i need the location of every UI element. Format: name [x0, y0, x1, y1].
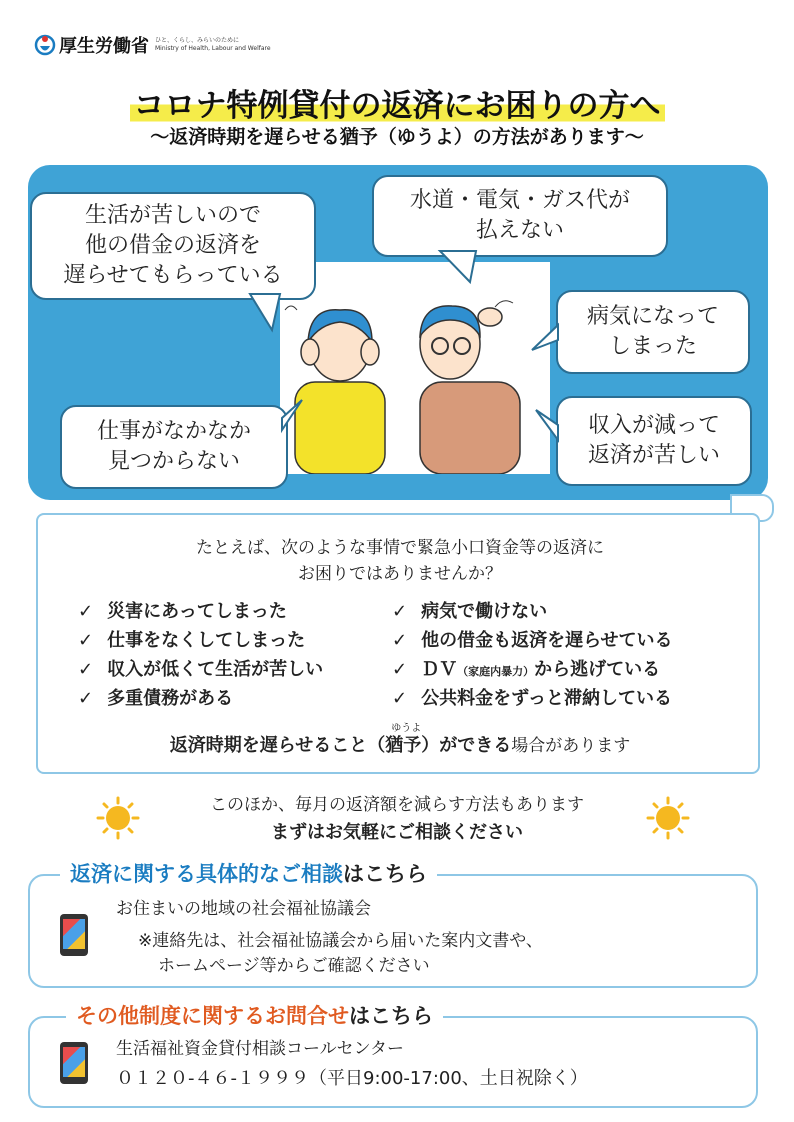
check-mark-icon: ✓	[392, 659, 408, 680]
check-item-text: 病気で働けない	[421, 601, 548, 622]
contact-heading-inquiries-tail: はこちら	[349, 1004, 433, 1028]
contact1-note-2: ホームページ等からご確認ください	[158, 956, 430, 976]
deferral-tail: 場合があります	[511, 736, 631, 756]
check-item-text: 仕事をなくしてしまった	[107, 630, 306, 651]
tagline-en: Ministry of Health, Labour and Welfare	[155, 45, 271, 52]
dv-label: ＤＶ	[421, 659, 458, 680]
call-center-name: 生活福祉資金貸付相談コールセンター	[116, 1039, 404, 1059]
page-subtitle: ～返済時期を遅らせる猶予（ゆうよ）の方法があります～	[150, 126, 644, 148]
contact-heading-repayment-tail: はこちら	[343, 862, 427, 886]
tagline-ja: ひと、くらし、みらいのために	[155, 37, 240, 44]
call-center-hours: （平日9:00-17:00、土日祝除く）	[309, 1068, 588, 1089]
bubble-utilities-text: 水道・電気・ガス代が 払えない	[409, 188, 630, 243]
reduce-payment-note: このほか、毎月の返済額を減らす方法もあります	[210, 795, 584, 815]
check-mark-icon: ✓	[78, 688, 94, 709]
page-title-text: コロナ特例貸付の返済にお困りの方へ	[130, 80, 665, 125]
bubble-other-debt-text: 生活が苦しいので 他の借金の返済を 遅らせてもらっている	[63, 203, 283, 288]
checklist-intro-line1: たとえば、次のような事情で緊急小口資金等の返済に	[196, 538, 604, 558]
deferral-bold-1: 返済時期を遅らせること（	[169, 735, 386, 756]
check-item-text: 多重債務がある	[107, 688, 234, 709]
check-mark-icon: ✓	[392, 688, 408, 709]
dv-note: （家庭内暴力）	[457, 665, 535, 678]
phone-number[interactable]: ０１２０-４６-１９９９	[116, 1068, 309, 1089]
check-item-text: 公共料金をずっと滞納している	[421, 688, 673, 709]
check-item-text: 収入が低くて生活が苦しい	[107, 659, 324, 680]
check-mark-icon: ✓	[78, 659, 94, 680]
check-item-text: 他の借金も返済を遅らせている	[421, 630, 673, 651]
check-mark-icon: ✓	[392, 630, 408, 651]
deferral-ruby: ゆうよ	[391, 723, 422, 734]
deferral-yuuyo-text: 猶予	[385, 735, 422, 756]
check-mark-icon: ✓	[78, 601, 94, 622]
check-mark-icon: ✓	[78, 630, 94, 651]
consult-prompt: まずはお気軽にご相談ください	[271, 822, 523, 843]
dv-tail: から逃げている	[534, 659, 661, 680]
org-name: 厚生労働省	[59, 36, 149, 57]
checklist-intro-line2: お困りではありませんか？	[298, 564, 502, 584]
bubble-income-drop-text: 収入が減って 返済が苦しい	[587, 413, 720, 468]
contact1-org: お住まいの地域の社会福祉協議会	[116, 899, 371, 919]
deferral-bold-2: ）ができる	[421, 735, 512, 756]
contact1-note-1: ※連絡先は、社会福祉協議会から届いた案内文書や、	[138, 931, 543, 951]
check-item-text: 災害にあってしまった	[107, 601, 287, 622]
bubble-job-search-text: 仕事がなかなか 見つからない	[96, 419, 251, 474]
contact-heading-repayment-main: 返済に関する具体的なご相談	[70, 862, 343, 886]
check-mark-icon: ✓	[392, 601, 408, 622]
contact-heading-inquiries-main: その他制度に関するお問合せ	[76, 1004, 349, 1028]
bubble-illness-text: 病気になって しまった	[586, 304, 719, 359]
